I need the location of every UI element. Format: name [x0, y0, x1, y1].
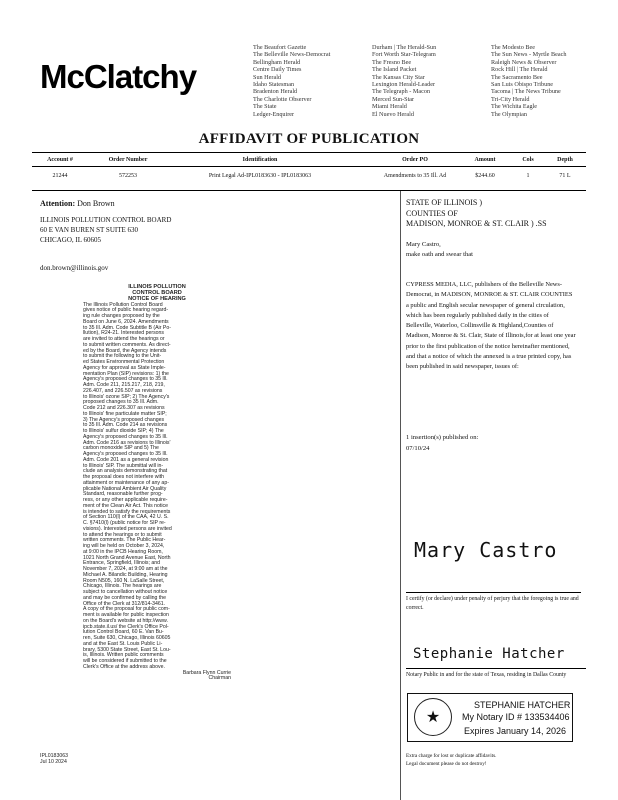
text-line: Bellingham Herald [253, 58, 301, 66]
header-order-number: Order Number [108, 157, 148, 163]
text-line: visions). Interested persons are invited [83, 525, 172, 532]
notice-body [83, 303, 231, 671]
text-line: ILLINOIS POLLUTION CONTROL BOARD [40, 216, 172, 224]
text-line: Fort Worth Star-Telegram [372, 51, 436, 59]
text-line: on the Board's website at http://www. [83, 617, 168, 624]
text-line: 1021 North Grand Avenue East, North [83, 554, 171, 561]
table-bottom-rule [32, 190, 586, 191]
value-account: 21244 [52, 173, 68, 179]
text-line: Agency's proposed changes to 35 Ill. [83, 451, 168, 458]
value-identification: Print Legal Ad-IPL0183630 - IPL0183063 [208, 173, 312, 179]
text-line: The Wichita Eagle [491, 103, 538, 111]
text-line: Room N505, 160 N. LaSalle Street, [83, 577, 165, 584]
header-amount: Amount [474, 157, 496, 163]
text-line: The Sun News - Myrtle Beach [491, 51, 567, 59]
text-line: Entrance, Springfield, Illinois; and [83, 560, 160, 567]
text-line: Merced Sun-Star [372, 95, 415, 103]
text-line: plicable National Ambient Air Quality [83, 485, 167, 492]
text-line: is, Illinois. Written public comments [83, 652, 164, 659]
notice-heading [83, 284, 231, 303]
text-line: ing will be held on October 3, 2024, [83, 543, 165, 550]
text-line: COUNTIES OF [406, 208, 458, 218]
text-line: written comments. The Public Hear- [83, 537, 166, 544]
stamp-expiration: Expires January 14, 2026 [464, 726, 567, 736]
text-line: to attend the hearings or to submit [83, 531, 162, 538]
text-line: ed by the Board, the Agency intends [83, 347, 167, 354]
document-title: AFFIDAVIT OF PUBLICATION [198, 131, 420, 147]
text-line: Lexington Herald-Leader [372, 81, 436, 89]
text-line: Agency's proposed changes to 35 Ill. [83, 433, 168, 440]
value-amount: $244.60 [475, 173, 495, 179]
text-line: The Telegraph - Macon [372, 88, 431, 96]
text-line: Board on June 6, 2024. Amendments [83, 318, 169, 325]
text-line: Tacoma | The News Tribune [491, 88, 561, 96]
affidavit-statement: CYPRESS MEDIA, LLC, publishers of the Belleville News-Democrat, in MADISON, MONROE & ST. CLAIR COUNTIES a public and English secular newspaper of general circulation, which has been regularly published daily in the cities of Belleville, Waterloo, Collinsville & Highland,Counties of Madison, Monroe & St. Clair, State of Illinois,for at least one year prior to the first publication of the notice hereinafter mentioned, and that a notice of which the annexed is a true printed copy, has been published in said newspaper, issues of: [406, 281, 576, 371]
insertion-info [406, 433, 478, 454]
text-line: at 9:00 in the IPCB Hearing Room, [83, 548, 163, 555]
text-line: Legal document please do not destroy! [406, 761, 487, 767]
text-line: Raleigh News & Observer [491, 58, 557, 66]
text-line: Idaho Statesman [253, 81, 295, 89]
column-divider [400, 191, 401, 800]
text-line: ren, Suite 630, Chicago, Illinois 60605 [83, 635, 171, 642]
affiant-oath [406, 240, 473, 260]
stamp-notary-name: STEPHANIE HATCHER [474, 700, 571, 710]
legal-notice [83, 284, 231, 682]
text-line: Chicago, Illinois. The hearings are [83, 583, 162, 590]
notary-statement: Notary Public in and for the state of Texas, residing in Dallas County [406, 668, 586, 680]
text-line: ILLINOIS POLLUTION [128, 284, 186, 290]
text-line: ed States Environmental Protection [83, 359, 165, 366]
text-line: are invited to attend the hearings or [83, 336, 165, 343]
text-line: Adm. Code 211, 215.217, 218, 219, [83, 382, 165, 389]
text-line: clude an analysis demonstrating that [83, 468, 168, 475]
newspaper-list-col2 [372, 44, 436, 118]
footer-note [406, 752, 496, 768]
text-line: to submit the following to the Unit- [83, 353, 162, 360]
text-line: to 35 Ill. Adm. Code 214 as revisions [83, 422, 168, 429]
text-line: Durham | The Herald-Sun [372, 44, 437, 51]
text-line: and may be confirmed by calling the [83, 594, 167, 601]
contact-email: don.brown@illinois.gov [40, 264, 109, 272]
text-line: Extra charge for lost or duplicate affidavits. [406, 753, 497, 759]
text-line: Code 212 and 226.307 as revisions [83, 405, 165, 412]
text-line: November 7, 2024, at 9:00 am at the [83, 566, 168, 573]
text-line: The Beaufort Gazette [253, 44, 307, 51]
text-line: 3) The Agency's proposed changes [83, 416, 165, 423]
text-line: to Illinois' ozone SIP; 2) The Agency's [83, 393, 170, 400]
text-line: MADISON, MONROE & ST. CLAIR ) .SS [406, 219, 547, 228]
text-line: Adm. Code 216 as revisions to Illinois' [83, 439, 171, 446]
value-order-po: Amendments to 35 Ill. Ad [383, 173, 447, 179]
notice-signature [83, 671, 231, 683]
text-line: IPL0183063 [40, 753, 68, 759]
text-line: The Kansas City Star [372, 73, 425, 81]
text-line: to Illinois' sulfur dioxide SIP; 4) The [83, 428, 164, 435]
attention-line [40, 199, 115, 208]
header-order-po: Order PO [402, 157, 428, 163]
mailing-address [40, 215, 171, 245]
text-line: Miami Herald [372, 103, 407, 111]
notary-seal-star-icon: ★ [414, 698, 452, 736]
text-line: ipcb.state.il.us/ the Clerk's Office Pol- [83, 623, 169, 630]
affiant-signature: Mary Castro [414, 538, 558, 562]
text-line: Rock Hill | The Herald [491, 66, 548, 74]
text-line: Sun Herald [253, 73, 282, 81]
text-line: The Modesto Bee [491, 44, 535, 51]
text-line: and at the East St. Louis Public Li- [83, 640, 163, 647]
text-line: mentation Plan (SIP) revisions: 1) the [83, 370, 169, 377]
text-line: of Section 110(l) of the CAA, 42 U. S. [83, 514, 169, 521]
text-line: The State [253, 103, 277, 111]
text-line: The Charlotte Observer [253, 95, 312, 103]
header-identification: Identification [242, 157, 278, 163]
table-header-rule [32, 166, 586, 167]
insertion-count: 1 insertion(s) published on: [406, 434, 479, 441]
attention-label: Attention: [40, 199, 76, 208]
text-line: is intended to satisfy the requirements [83, 508, 171, 515]
text-line: Office of the Clerk at 312/814-3461. [83, 600, 166, 607]
text-line: The Belleville News-Democrat [253, 51, 331, 59]
value-depth: 71 L [559, 173, 571, 179]
text-line: STATE OF ILLINOIS ) [406, 198, 483, 207]
newspaper-list-col1 [253, 44, 330, 118]
text-line: the proposal does not interfere with [83, 474, 165, 481]
header-cols: Cols [522, 157, 534, 163]
text-line: Bradenton Herald [253, 88, 298, 96]
text-line: C. §7410(l) (public notice for SIP re- [83, 520, 166, 527]
table-top-rule [32, 152, 586, 153]
notary-stamp [407, 693, 573, 742]
text-line: CONTROL BOARD [132, 290, 182, 297]
perjury-certification: I certify (or declare) under penalty of perjury that the foregoing is true and correct. [406, 592, 581, 613]
text-line: The Olympian [491, 110, 527, 118]
text-line: Agency's proposed changes to 35 Ill. [83, 376, 168, 383]
publication-date: 07/10/24 [406, 444, 430, 452]
text-line: The Sacramento Bee [491, 73, 543, 81]
text-line: CHICAGO, IL 60605 [40, 236, 101, 244]
text-line: gives notice of public hearing regard- [83, 307, 169, 314]
text-line: lution Control Board, 60 E. Van Bu- [83, 629, 164, 636]
header-depth: Depth [557, 157, 573, 163]
text-line: Mary Castro, [406, 241, 441, 248]
text-line: Jul 10 2024 [40, 759, 67, 765]
text-line: The Island Packet [372, 66, 417, 74]
text-line: El Nuevo Herald [372, 110, 414, 118]
text-line: subject to cancellation without notice [83, 589, 168, 596]
text-line: make oath and swear that [406, 251, 474, 258]
header-account: Account # [47, 157, 73, 163]
notice-reference [40, 753, 68, 765]
text-line: The Fresno Bee [372, 58, 412, 66]
notary-signature: Stephanie Hatcher [413, 646, 565, 662]
text-line: to Illinois' fine particulate matter SIP; [83, 410, 167, 417]
text-line: ing rule changes proposed by the [83, 313, 160, 320]
text-line: Agency for approval as State Imple- [83, 364, 166, 371]
text-line: Tri-City Herald [491, 95, 530, 103]
text-line: llution), R24-21. Interested persons [83, 330, 165, 337]
text-line: Chairman [208, 675, 231, 682]
text-line: attainment or maintenance of any ap- [83, 479, 169, 486]
text-line: Adm. Code 201 as a general revision [83, 456, 169, 463]
text-line: Standard, reasonable further prog- [83, 491, 163, 498]
text-line: proposed changes to 35 Ill. Adm. [83, 399, 159, 406]
text-line: will be considered if submitted to the [83, 658, 167, 665]
attention-name: Don Brown [77, 199, 115, 208]
text-line: Ledger-Enquirer [253, 110, 295, 118]
mcclatchy-logo: McClatchy [40, 58, 197, 95]
text-line: to Illinois' SIP. The submittal will in- [83, 462, 164, 469]
text-line: Barbara Flynn Currie [182, 669, 231, 676]
value-cols: 1 [526, 173, 530, 179]
value-order-number: 572253 [119, 173, 137, 179]
stamp-notary-id: My Notary ID # 133534406 [462, 712, 570, 722]
text-line: San Luis Obispo Tribune [491, 81, 554, 89]
text-line: to 35 Ill. Adm. Code Subtitle B (Air Po- [83, 324, 171, 331]
text-line: ment of the Clean Air Act. This notice [83, 502, 168, 509]
newspaper-list-col3 [491, 44, 566, 118]
text-line: brary, 5300 State Street, East St. Lou- [83, 646, 171, 653]
state-county-block [406, 198, 547, 230]
text-line: ment is available for public inspection [83, 612, 169, 619]
text-line: 226.407, and 226.507 as revisions [83, 387, 163, 394]
text-line: The Illinois Pollution Control Board [83, 301, 163, 308]
text-line: Michael A. Bilandic Building, Hearing [83, 571, 168, 578]
text-line: to submit written comments. As direct- [83, 341, 171, 348]
text-line: carbon monoxide SIP and 5) The [83, 445, 159, 452]
text-line: ress, or any other applicable require- [83, 497, 168, 504]
text-line: A copy of the proposal for public com- [83, 606, 170, 613]
text-line: NOTICE OF HEARING [128, 296, 186, 303]
text-line: 60 E VAN BUREN ST SUITE 630 [40, 226, 139, 234]
text-line: Clerk's Office at the address above. [83, 663, 165, 670]
text-line: Centre Daily Times [253, 66, 302, 74]
